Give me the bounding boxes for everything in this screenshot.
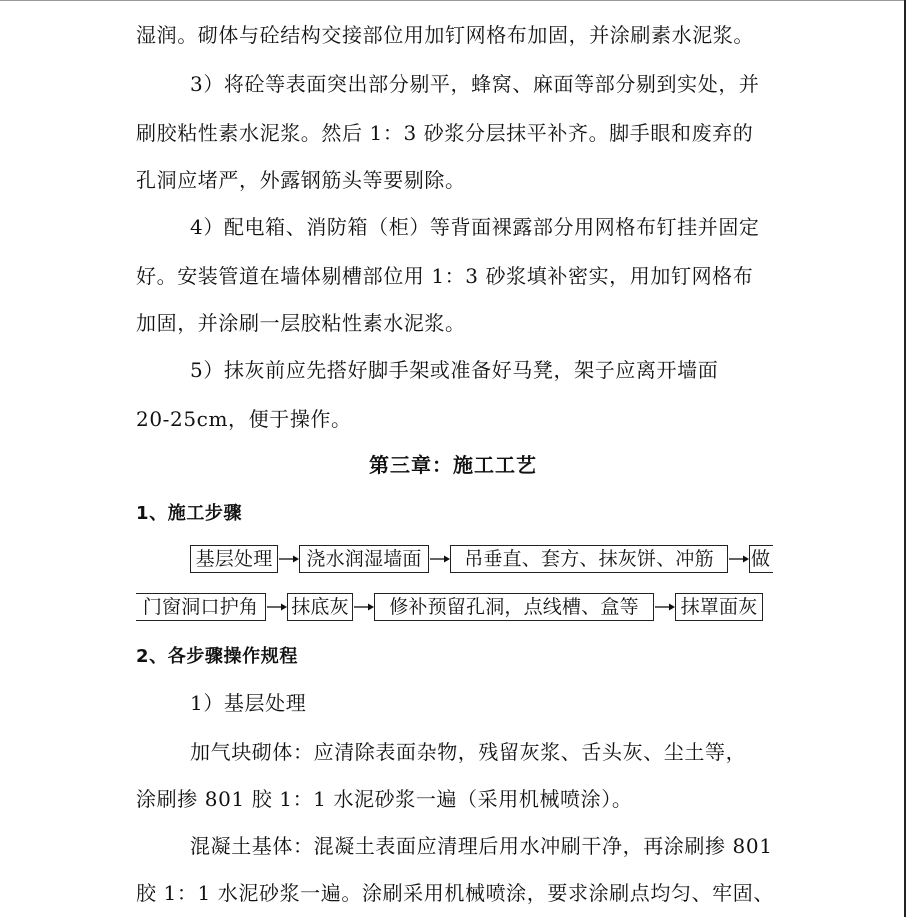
page-top-edge: [0, 0, 906, 1]
text-line: 涂刷掺 801 胶 1：1 水泥砂浆一遍（采用机械喷涂）。: [136, 787, 633, 811]
text-line: 20-25cm，便于操作。: [136, 407, 352, 431]
arrow-right-icon: [267, 593, 287, 621]
arrow-right-icon: [354, 593, 374, 621]
arrow-right-icon: [729, 545, 749, 573]
text-line: 湿润。砌体与砼结构交接部位用加钉网格布加固，并涂刷素水泥浆。: [136, 23, 754, 47]
subsection-title: 1）基层处理: [190, 691, 307, 715]
text-line: 加固，并涂刷一层胶粘性素水泥浆。: [136, 311, 466, 335]
text-line: 胶 1：1 水泥砂浆一遍。涂刷采用机械喷涂，要求涂刷点均匀、牢固、: [136, 881, 774, 905]
flow-step: 浇水润湿墙面: [299, 545, 429, 573]
text-line: 4）配电箱、消防箱（柜）等背面裸露部分用网格布钉挂并固定: [190, 215, 760, 239]
arrow-right-icon: [279, 545, 299, 573]
chapter-title: 第三章：施工工艺: [369, 453, 537, 477]
section-title: 1、施工步骤: [136, 503, 243, 524]
flow-step: 吊垂直、套方、抹灰饼、冲筋: [450, 545, 728, 573]
flow-step: 基层处理: [190, 545, 278, 573]
section-title: 2、各步骤操作规程: [136, 646, 298, 667]
flow-step: 抹罩面灰: [675, 593, 763, 621]
text-line: 好。安装管道在墙体剔槽部位用 1：3 砂浆填补密实，用加钉网格布: [136, 264, 754, 288]
text-line: 混凝土基体：混凝土表面应清理后用水冲刷干净，再涂刷掺 801: [190, 834, 773, 858]
text-line: 加气块砌体：应清除表面杂物，残留灰浆、舌头灰、尘土等，: [190, 740, 747, 764]
text-line: 5）抹灰前应先搭好脚手架或准备好马凳，架子应离开墙面: [190, 358, 719, 382]
text-line: 3）将砼等表面突出部分剔平，蜂窝、麻面等部分剔到实处，并: [190, 72, 760, 96]
text-line: 刷胶粘性素水泥浆。然后 1：3 砂浆分层抹平补齐。脚手眼和废弃的: [136, 121, 754, 145]
text-line: 孔洞应堵严，外露钢筋头等要剔除。: [136, 168, 466, 192]
flow-step: 修补预留孔洞，点线槽、盒等: [374, 593, 654, 621]
flow-step: 门窗洞口护角: [136, 593, 266, 621]
arrow-right-icon: [430, 545, 450, 573]
arrow-right-icon: [655, 593, 675, 621]
flow-step: 抹底灰: [287, 593, 353, 621]
flow-step: 做: [749, 545, 773, 573]
